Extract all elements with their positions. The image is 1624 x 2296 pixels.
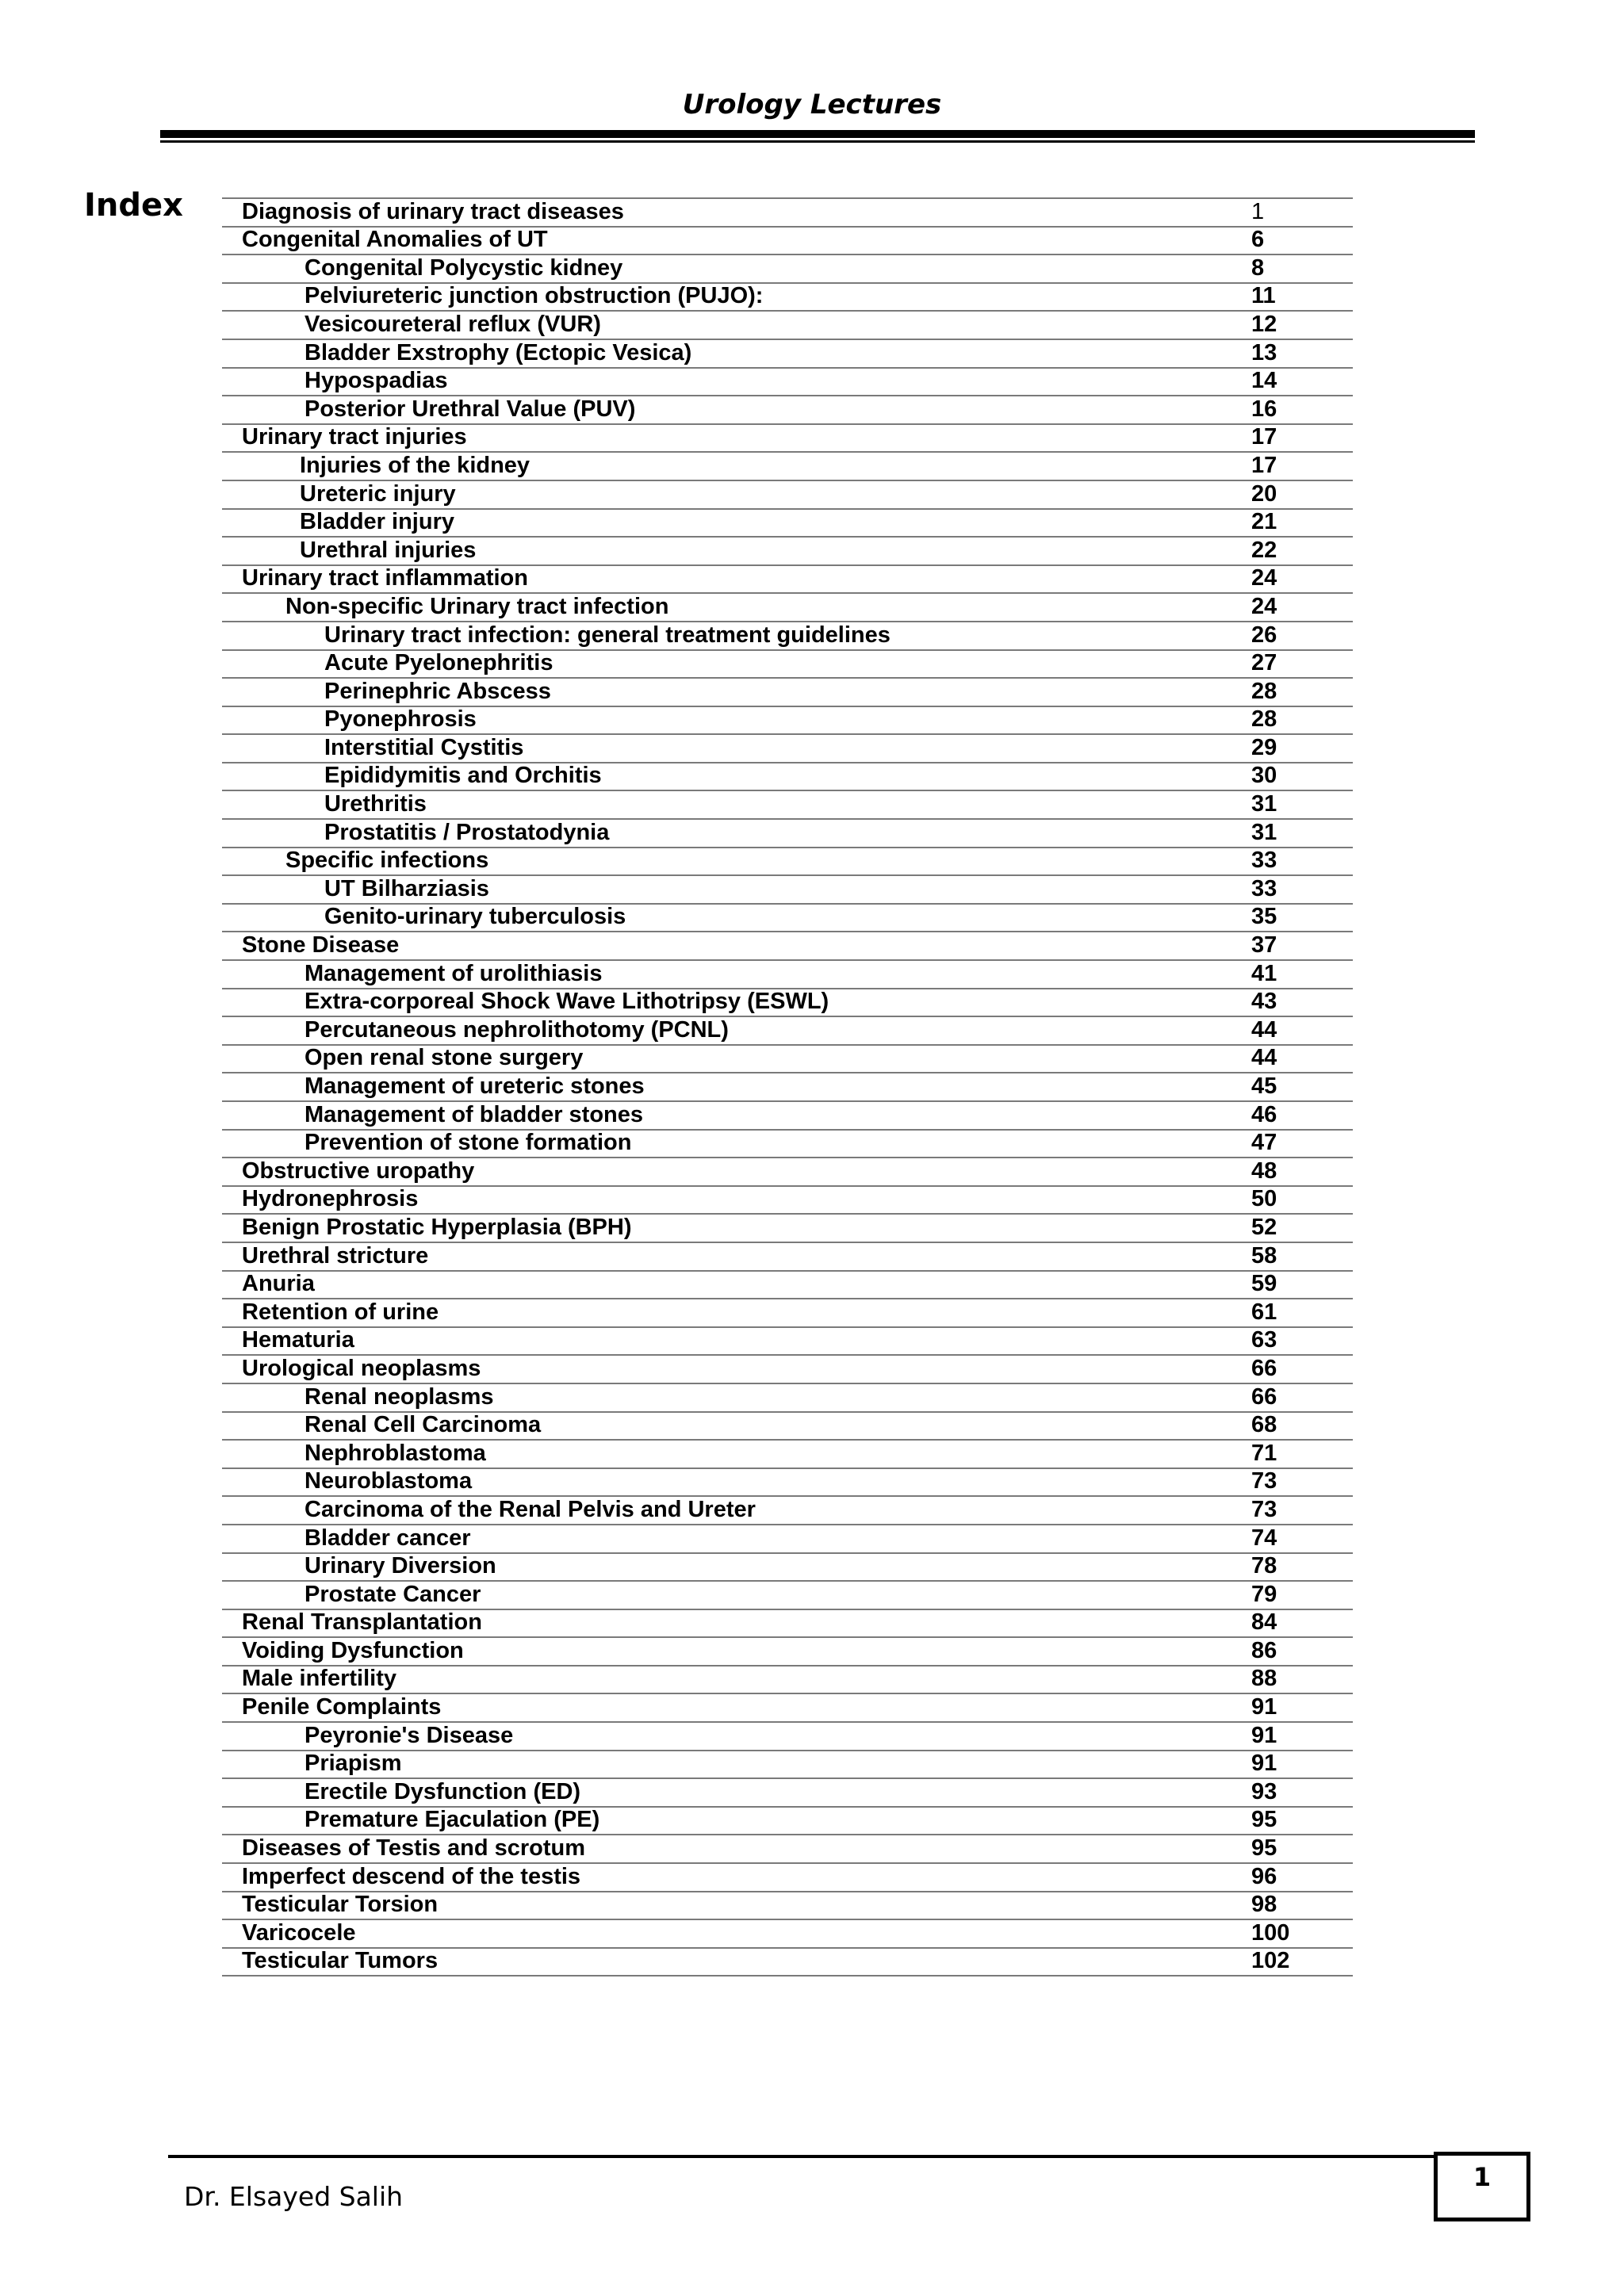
toc-entry-page: 35	[1251, 904, 1277, 930]
toc-entry-page: 66	[1251, 1383, 1277, 1410]
toc-entry-title: Percutaneous nephrolithotomy (PCNL)	[304, 1016, 729, 1043]
toc-entry-title: Varicocele	[242, 1919, 356, 1946]
toc-row	[222, 566, 1353, 595]
toc-entry-page: 88	[1251, 1666, 1277, 1692]
toc-entry-page: 33	[1251, 875, 1277, 901]
toc-row	[222, 1554, 1353, 1582]
toc-entry-page: 95	[1251, 1807, 1277, 1833]
toc-row	[222, 1131, 1353, 1159]
toc-row	[222, 1187, 1353, 1215]
toc-entry-title: Vesicoureteral reflux (VUR)	[304, 311, 601, 337]
toc-entry-page: 59	[1251, 1271, 1277, 1297]
toc-entry-page: 52	[1251, 1214, 1277, 1240]
toc-row	[222, 538, 1353, 566]
toc-entry-title: Non-specific Urinary tract infection	[285, 593, 669, 619]
toc-entry-title: Urinary tract injuries	[242, 424, 467, 450]
toc-row	[222, 1779, 1353, 1808]
toc-row	[222, 1808, 1353, 1836]
table-of-contents	[222, 197, 1353, 1976]
toc-entry-title: Premature Ejaculation (PE)	[304, 1807, 600, 1833]
toc-entry-page: 33	[1251, 848, 1277, 874]
toc-row	[222, 1864, 1353, 1892]
toc-entry-title: Male infertility	[242, 1666, 396, 1692]
toc-entry-title: Urethral stricture	[242, 1242, 429, 1269]
toc-row	[222, 1102, 1353, 1131]
toc-entry-title: Hematuria	[242, 1327, 354, 1353]
toc-entry-title: Bladder Exstrophy (Ectopic Vesica)	[304, 339, 692, 365]
toc-entry-title: Penile Complaints	[242, 1694, 442, 1720]
toc-entry-page: 24	[1251, 565, 1277, 591]
toc-entry-title: UT Bilharziasis	[324, 875, 489, 901]
toc-entry-title: Anuria	[242, 1271, 315, 1297]
toc-row	[222, 989, 1353, 1018]
toc-row	[222, 1469, 1353, 1498]
toc-entry-title: Renal Cell Carcinoma	[304, 1412, 542, 1438]
toc-row	[222, 1441, 1353, 1469]
toc-entry-page: 26	[1251, 622, 1277, 648]
footer-rule	[168, 2155, 1437, 2158]
toc-entry-title: Urethritis	[324, 791, 427, 817]
toc-entry-page: 17	[1251, 452, 1277, 478]
toc-entry-page: 12	[1251, 311, 1277, 337]
toc-entry-title: Diagnosis of urinary tract diseases	[242, 198, 624, 224]
toc-entry-title: Posterior Urethral Value (PUV)	[304, 396, 636, 422]
toc-entry-page: 66	[1251, 1355, 1277, 1381]
toc-row	[222, 453, 1353, 481]
toc-entry-title: Congenital Polycystic kidney	[304, 254, 623, 281]
toc-row	[222, 481, 1353, 510]
toc-row	[222, 1525, 1353, 1554]
index-heading: Index	[84, 187, 183, 224]
toc-entry-title: Prostate Cancer	[304, 1581, 481, 1607]
toc-entry-title: Injuries of the kidney	[300, 452, 530, 478]
toc-row	[222, 763, 1353, 792]
toc-entry-title: Obstructive uropathy	[242, 1158, 475, 1184]
toc-entry-page: 29	[1251, 734, 1277, 760]
toc-entry-page: 14	[1251, 368, 1277, 394]
toc-entry-page: 71	[1251, 1440, 1277, 1466]
toc-row	[222, 848, 1353, 877]
toc-row	[222, 1299, 1353, 1328]
toc-row	[222, 1949, 1353, 1977]
toc-entry-title: Acute Pyelonephritis	[324, 650, 553, 676]
toc-entry-title: Ureteric injury	[300, 480, 456, 507]
toc-entry-title: Genito-urinary tuberculosis	[324, 904, 626, 930]
toc-entry-page: 13	[1251, 339, 1277, 365]
toc-row	[222, 1751, 1353, 1780]
toc-row	[222, 876, 1353, 905]
toc-row	[222, 199, 1353, 228]
toc-entry-page: 79	[1251, 1581, 1277, 1607]
toc-row	[222, 905, 1353, 933]
toc-entry-title: Management of urolithiasis	[304, 960, 603, 986]
toc-entry-page: 44	[1251, 1016, 1277, 1043]
toc-entry-page: 17	[1251, 424, 1277, 450]
toc-entry-title: Perinephric Abscess	[324, 678, 551, 704]
toc-entry-title: Imperfect descend of the testis	[242, 1863, 581, 1889]
toc-entry-title: Prevention of stone formation	[304, 1130, 632, 1156]
toc-entry-page: 20	[1251, 480, 1277, 507]
toc-entry-page: 47	[1251, 1130, 1277, 1156]
toc-entry-page: 16	[1251, 396, 1277, 422]
toc-entry-page: 46	[1251, 1101, 1277, 1127]
toc-entry-page: 48	[1251, 1158, 1277, 1184]
header-title: Urology Lectures	[682, 89, 942, 121]
toc-row	[222, 1582, 1353, 1610]
toc-row	[222, 1046, 1353, 1074]
toc-entry-page: 96	[1251, 1863, 1277, 1889]
toc-row	[222, 594, 1353, 622]
toc-row	[222, 791, 1353, 820]
toc-entry-title: Management of bladder stones	[304, 1101, 644, 1127]
toc-row	[222, 396, 1353, 425]
toc-row	[222, 1497, 1353, 1525]
toc-entry-page: 8	[1251, 254, 1265, 281]
toc-entry-page: 28	[1251, 678, 1277, 704]
toc-entry-page: 37	[1251, 932, 1277, 959]
toc-entry-page: 91	[1251, 1751, 1277, 1777]
toc-entry-title: Urinary tract infection: general treatment guidelines	[324, 622, 891, 648]
toc-entry-title: Retention of urine	[242, 1299, 439, 1325]
toc-row	[222, 1638, 1353, 1667]
toc-entry-title: Urinary Diversion	[304, 1553, 496, 1579]
toc-entry-title: Renal neoplasms	[304, 1383, 494, 1410]
toc-entry-title: Bladder cancer	[304, 1525, 471, 1551]
toc-row	[222, 1272, 1353, 1300]
toc-entry-page: 102	[1251, 1948, 1290, 1974]
toc-entry-title: Pyonephrosis	[324, 706, 477, 733]
toc-row	[222, 1073, 1353, 1102]
toc-entry-page: 93	[1251, 1778, 1277, 1804]
toc-row	[222, 1667, 1353, 1695]
toc-entry-title: Benign Prostatic Hyperplasia (BPH)	[242, 1214, 632, 1240]
toc-entry-page: 98	[1251, 1892, 1277, 1918]
toc-row	[222, 707, 1353, 736]
toc-entry-page: 44	[1251, 1045, 1277, 1071]
toc-row	[222, 735, 1353, 763]
toc-row	[222, 622, 1353, 651]
toc-row	[222, 284, 1353, 312]
toc-entry-page: 41	[1251, 960, 1277, 986]
toc-row	[222, 425, 1353, 453]
toc-row	[222, 1920, 1353, 1949]
toc-row	[222, 1356, 1353, 1384]
toc-entry-page: 22	[1251, 537, 1277, 563]
toc-entry-page: 27	[1251, 650, 1277, 676]
toc-entry-page: 61	[1251, 1299, 1277, 1325]
toc-entry-title: Erectile Dysfunction (ED)	[304, 1778, 581, 1804]
toc-row	[222, 1215, 1353, 1243]
header-rule	[160, 130, 1475, 138]
toc-entry-title: Nephroblastoma	[304, 1440, 486, 1466]
toc-entry-title: Extra-corporeal Shock Wave Lithotripsy (ESWL)	[304, 989, 829, 1015]
toc-row	[222, 1328, 1353, 1357]
toc-row	[222, 340, 1353, 369]
toc-entry-title: Voiding Dysfunction	[242, 1637, 464, 1663]
toc-entry-title: Testicular Tumors	[242, 1948, 439, 1974]
toc-entry-title: Urological neoplasms	[242, 1355, 481, 1381]
toc-entry-title: Testicular Torsion	[242, 1892, 439, 1918]
toc-entry-title: Congenital Anomalies of UT	[242, 227, 548, 253]
toc-entry-title: Carcinoma of the Renal Pelvis and Ureter	[304, 1496, 756, 1522]
toc-entry-title: Urethral injuries	[300, 537, 477, 563]
toc-row	[222, 312, 1353, 340]
toc-row	[222, 1017, 1353, 1046]
toc-entry-page: 91	[1251, 1722, 1277, 1748]
toc-entry-page: 58	[1251, 1242, 1277, 1269]
header-rule-thin	[160, 140, 1475, 143]
toc-entry-title: Open renal stone surgery	[304, 1045, 584, 1071]
toc-entry-title: Peyronie's Disease	[304, 1722, 514, 1748]
toc-row	[222, 510, 1353, 538]
toc-row	[222, 1694, 1353, 1723]
footer-author: Dr. Elsayed Salih	[184, 2181, 404, 2212]
toc-entry-page: 50	[1251, 1186, 1277, 1212]
toc-entry-page: 73	[1251, 1496, 1277, 1522]
toc-entry-page: 91	[1251, 1694, 1277, 1720]
toc-entry-page: 74	[1251, 1525, 1277, 1551]
toc-entry-page: 95	[1251, 1835, 1277, 1862]
toc-entry-page: 63	[1251, 1327, 1277, 1353]
toc-entry-title: Stone Disease	[242, 932, 400, 959]
toc-entry-page: 30	[1251, 763, 1277, 789]
toc-entry-title: Management of ureteric stones	[304, 1073, 645, 1099]
page-number: 1	[1473, 2162, 1492, 2192]
toc-row	[222, 651, 1353, 679]
toc-entry-page: 84	[1251, 1609, 1277, 1636]
toc-row	[222, 255, 1353, 284]
toc-entry-page: 6	[1251, 227, 1265, 253]
toc-row	[222, 1610, 1353, 1639]
toc-entry-title: Epididymitis and Orchitis	[324, 763, 602, 789]
toc-entry-title: Pelviureteric junction obstruction (PUJO):	[304, 283, 764, 309]
toc-row	[222, 820, 1353, 848]
toc-row	[222, 961, 1353, 989]
toc-entry-page: 31	[1251, 791, 1277, 817]
toc-entry-page: 86	[1251, 1637, 1277, 1663]
toc-entry-page: 24	[1251, 593, 1277, 619]
toc-entry-page: 28	[1251, 706, 1277, 733]
page-number-box	[1434, 2152, 1530, 2221]
toc-row	[222, 228, 1353, 256]
toc-row	[222, 679, 1353, 707]
toc-entry-page: 78	[1251, 1553, 1277, 1579]
toc-row	[222, 1723, 1353, 1751]
toc-entry-title: Interstitial Cystitis	[324, 734, 524, 760]
toc-entry-title: Renal Transplantation	[242, 1609, 482, 1636]
toc-entry-title: Specific infections	[285, 848, 489, 874]
toc-entry-page: 43	[1251, 989, 1277, 1015]
toc-entry-page: 31	[1251, 819, 1277, 845]
toc-entry-page: 73	[1251, 1468, 1277, 1494]
toc-row	[222, 1384, 1353, 1413]
toc-entry-page: 100	[1251, 1919, 1290, 1946]
toc-entry-title: Neuroblastoma	[304, 1468, 473, 1494]
toc-row	[222, 1243, 1353, 1272]
toc-entry-title: Priapism	[304, 1751, 402, 1777]
toc-entry-title: Urinary tract inflammation	[242, 565, 528, 591]
toc-entry-page: 21	[1251, 509, 1277, 535]
toc-entry-title: Hypospadias	[304, 368, 448, 394]
toc-entry-page: 68	[1251, 1412, 1277, 1438]
toc-entry-page: 11	[1251, 283, 1276, 309]
toc-entry-title: Bladder injury	[300, 509, 454, 535]
toc-entry-page: 45	[1251, 1073, 1277, 1099]
toc-row	[222, 1158, 1353, 1187]
toc-row	[222, 1892, 1353, 1921]
toc-row	[222, 1413, 1353, 1441]
toc-row	[222, 932, 1353, 961]
toc-row	[222, 369, 1353, 397]
toc-row	[222, 1835, 1353, 1864]
toc-entry-title: Hydronephrosis	[242, 1186, 419, 1212]
toc-entry-page: 1	[1251, 198, 1265, 224]
toc-entry-title: Diseases of Testis and scrotum	[242, 1835, 586, 1862]
toc-entry-title: Prostatitis / Prostatodynia	[324, 819, 610, 845]
